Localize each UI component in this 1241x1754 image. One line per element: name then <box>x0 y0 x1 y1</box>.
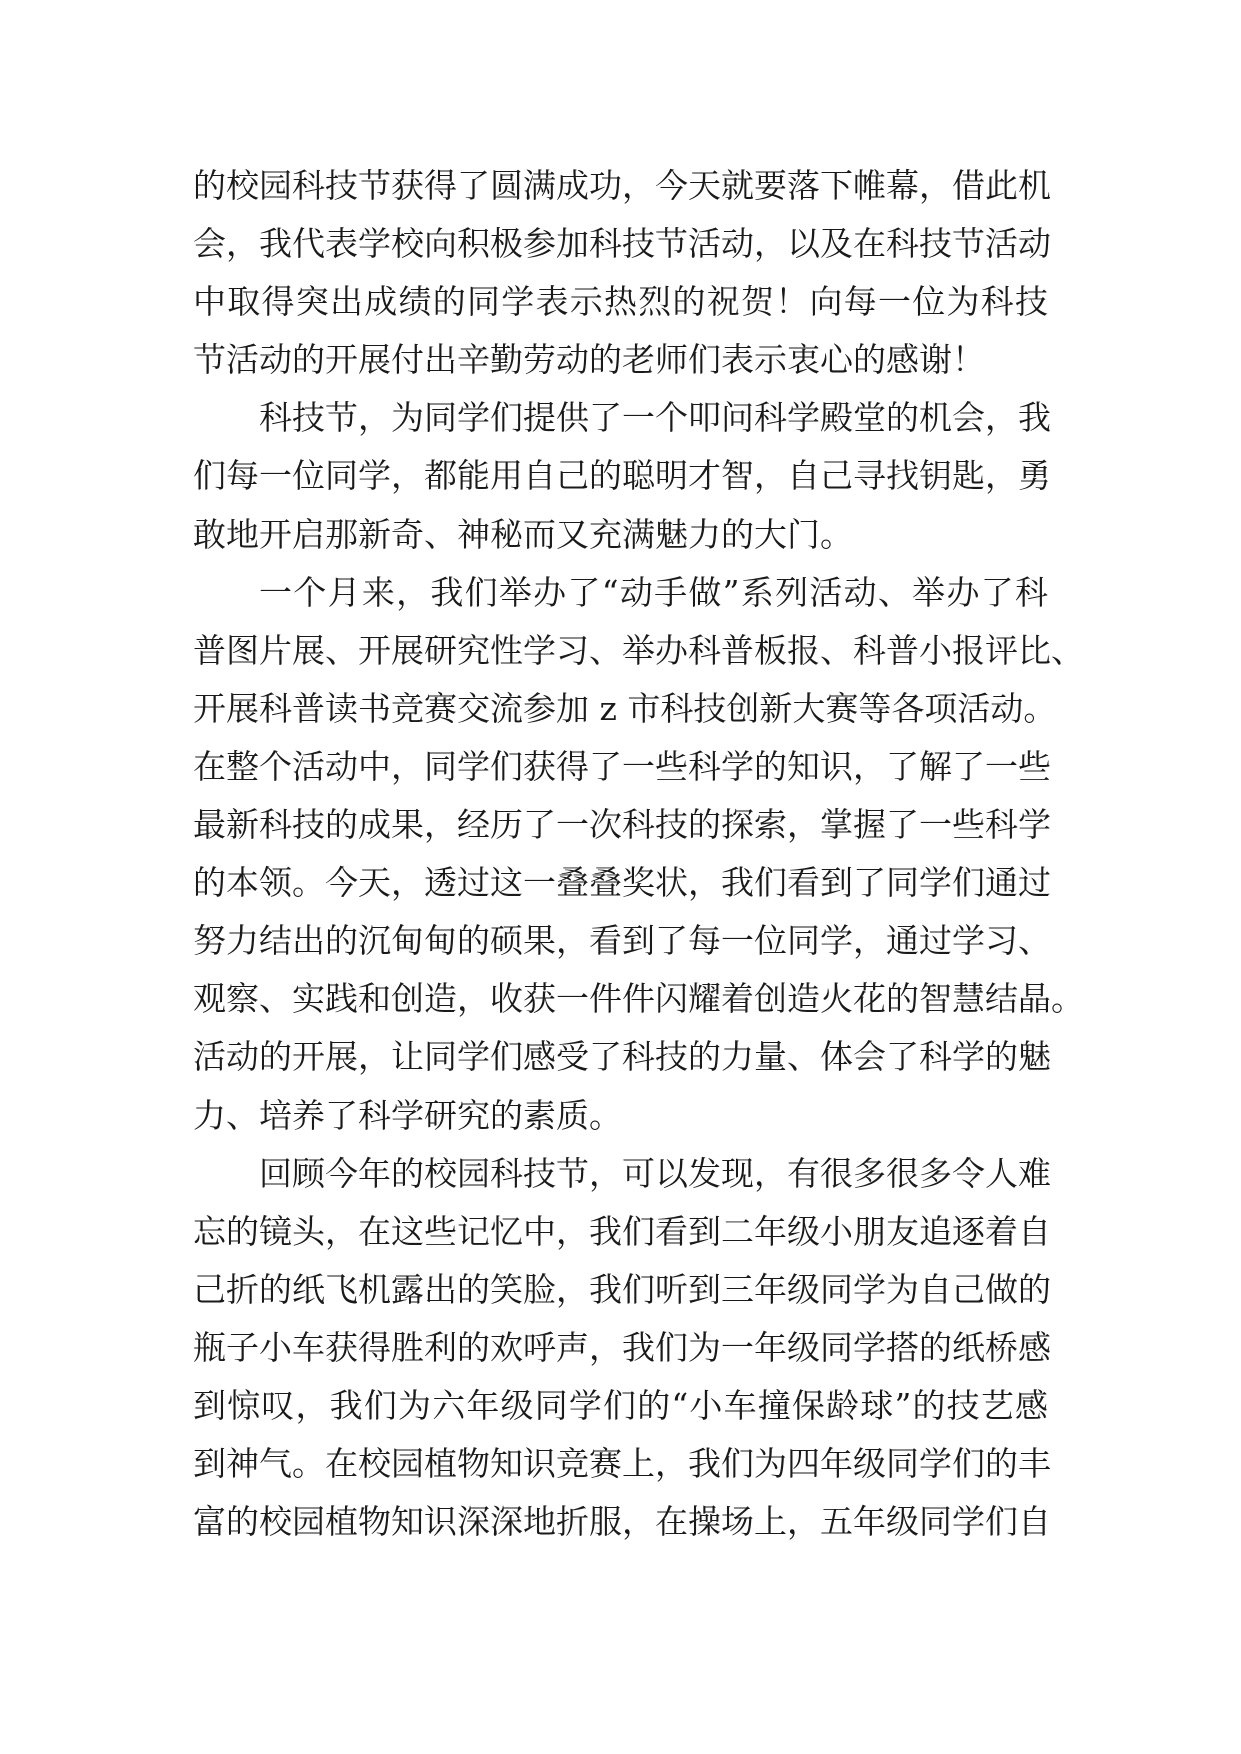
text-line: 到神气。在校园植物知识竞赛上，我们为四年级同学们的丰 <box>193 1444 1051 1484</box>
text-line: 瓶子小车获得胜利的欢呼声，我们为一年级同学搭的纸桥感 <box>193 1327 1051 1367</box>
text-line: 在整个活动中，同学们获得了一些科学的知识，了解了一些 <box>193 746 1051 786</box>
text-line: 最新科技的成果，经历了一次科技的探索，掌握了一些科学 <box>193 805 1051 845</box>
text-line: 到惊叹，我们为六年级同学们的“小车撞保龄球”的技艺感 <box>193 1385 1048 1425</box>
paragraph-first-line: 一个月来，我们举办了“动手做”系列活动、举办了科 <box>259 572 1048 612</box>
text-line: 忘的镜头，在这些记忆中，我们看到二年级小朋友追逐着自 <box>193 1211 1051 1251</box>
text-line: 们每一位同学，都能用自己的聪明才智，自己寻找钥匙，勇 <box>193 456 1051 496</box>
text-line: 节活动的开展付出辛勤劳动的老师们表示衷心的感谢！ <box>193 340 985 380</box>
text-line: 开展科普读书竞赛交流参加 z 市科技创新大赛等各项活动。 <box>193 688 1057 728</box>
paragraph-first-line: 科技节，为同学们提供了一个叩问科学殿堂的机会，我 <box>259 398 1051 438</box>
text-line: 己折的纸飞机露出的笑脸，我们听到三年级同学为自己做的 <box>193 1269 1051 1309</box>
text-line: 普图片展、开展研究性学习、举办科普板报、科普小报评比、 <box>193 630 1084 670</box>
text-line: 的本领。今天，透过这一叠叠奖状，我们看到了同学们通过 <box>193 863 1051 903</box>
text-line: 观察、实践和创造，收获一件件闪耀着创造火花的智慧结晶。 <box>193 979 1084 1019</box>
document-body <box>193 157 1084 1551</box>
text-line: 努力结出的沉甸甸的硕果，看到了每一位同学，通过学习、 <box>193 921 1051 961</box>
text-line: 敢地开启那新奇、神秘而又充满魅力的大门。 <box>193 514 853 554</box>
text-line: 会，我代表学校向积极参加科技节活动，以及在科技节活动 <box>193 224 1051 264</box>
text-line: 富的校园植物知识深深地折服，在操场上，五年级同学们自 <box>193 1502 1051 1542</box>
text-line: 力、培养了科学研究的素质。 <box>193 1095 622 1135</box>
paragraph-first-line: 回顾今年的校园科技节，可以发现，有很多很多令人难 <box>259 1153 1051 1193</box>
text-line: 的校园科技节获得了圆满成功，今天就要落下帷幕，借此机 <box>193 166 1051 205</box>
text-line: 活动的开展，让同学们感受了科技的力量、体会了科学的魅 <box>193 1037 1051 1077</box>
text-line: 中取得突出成绩的同学表示热烈的祝贺！向每一位为科技 <box>193 282 1048 322</box>
